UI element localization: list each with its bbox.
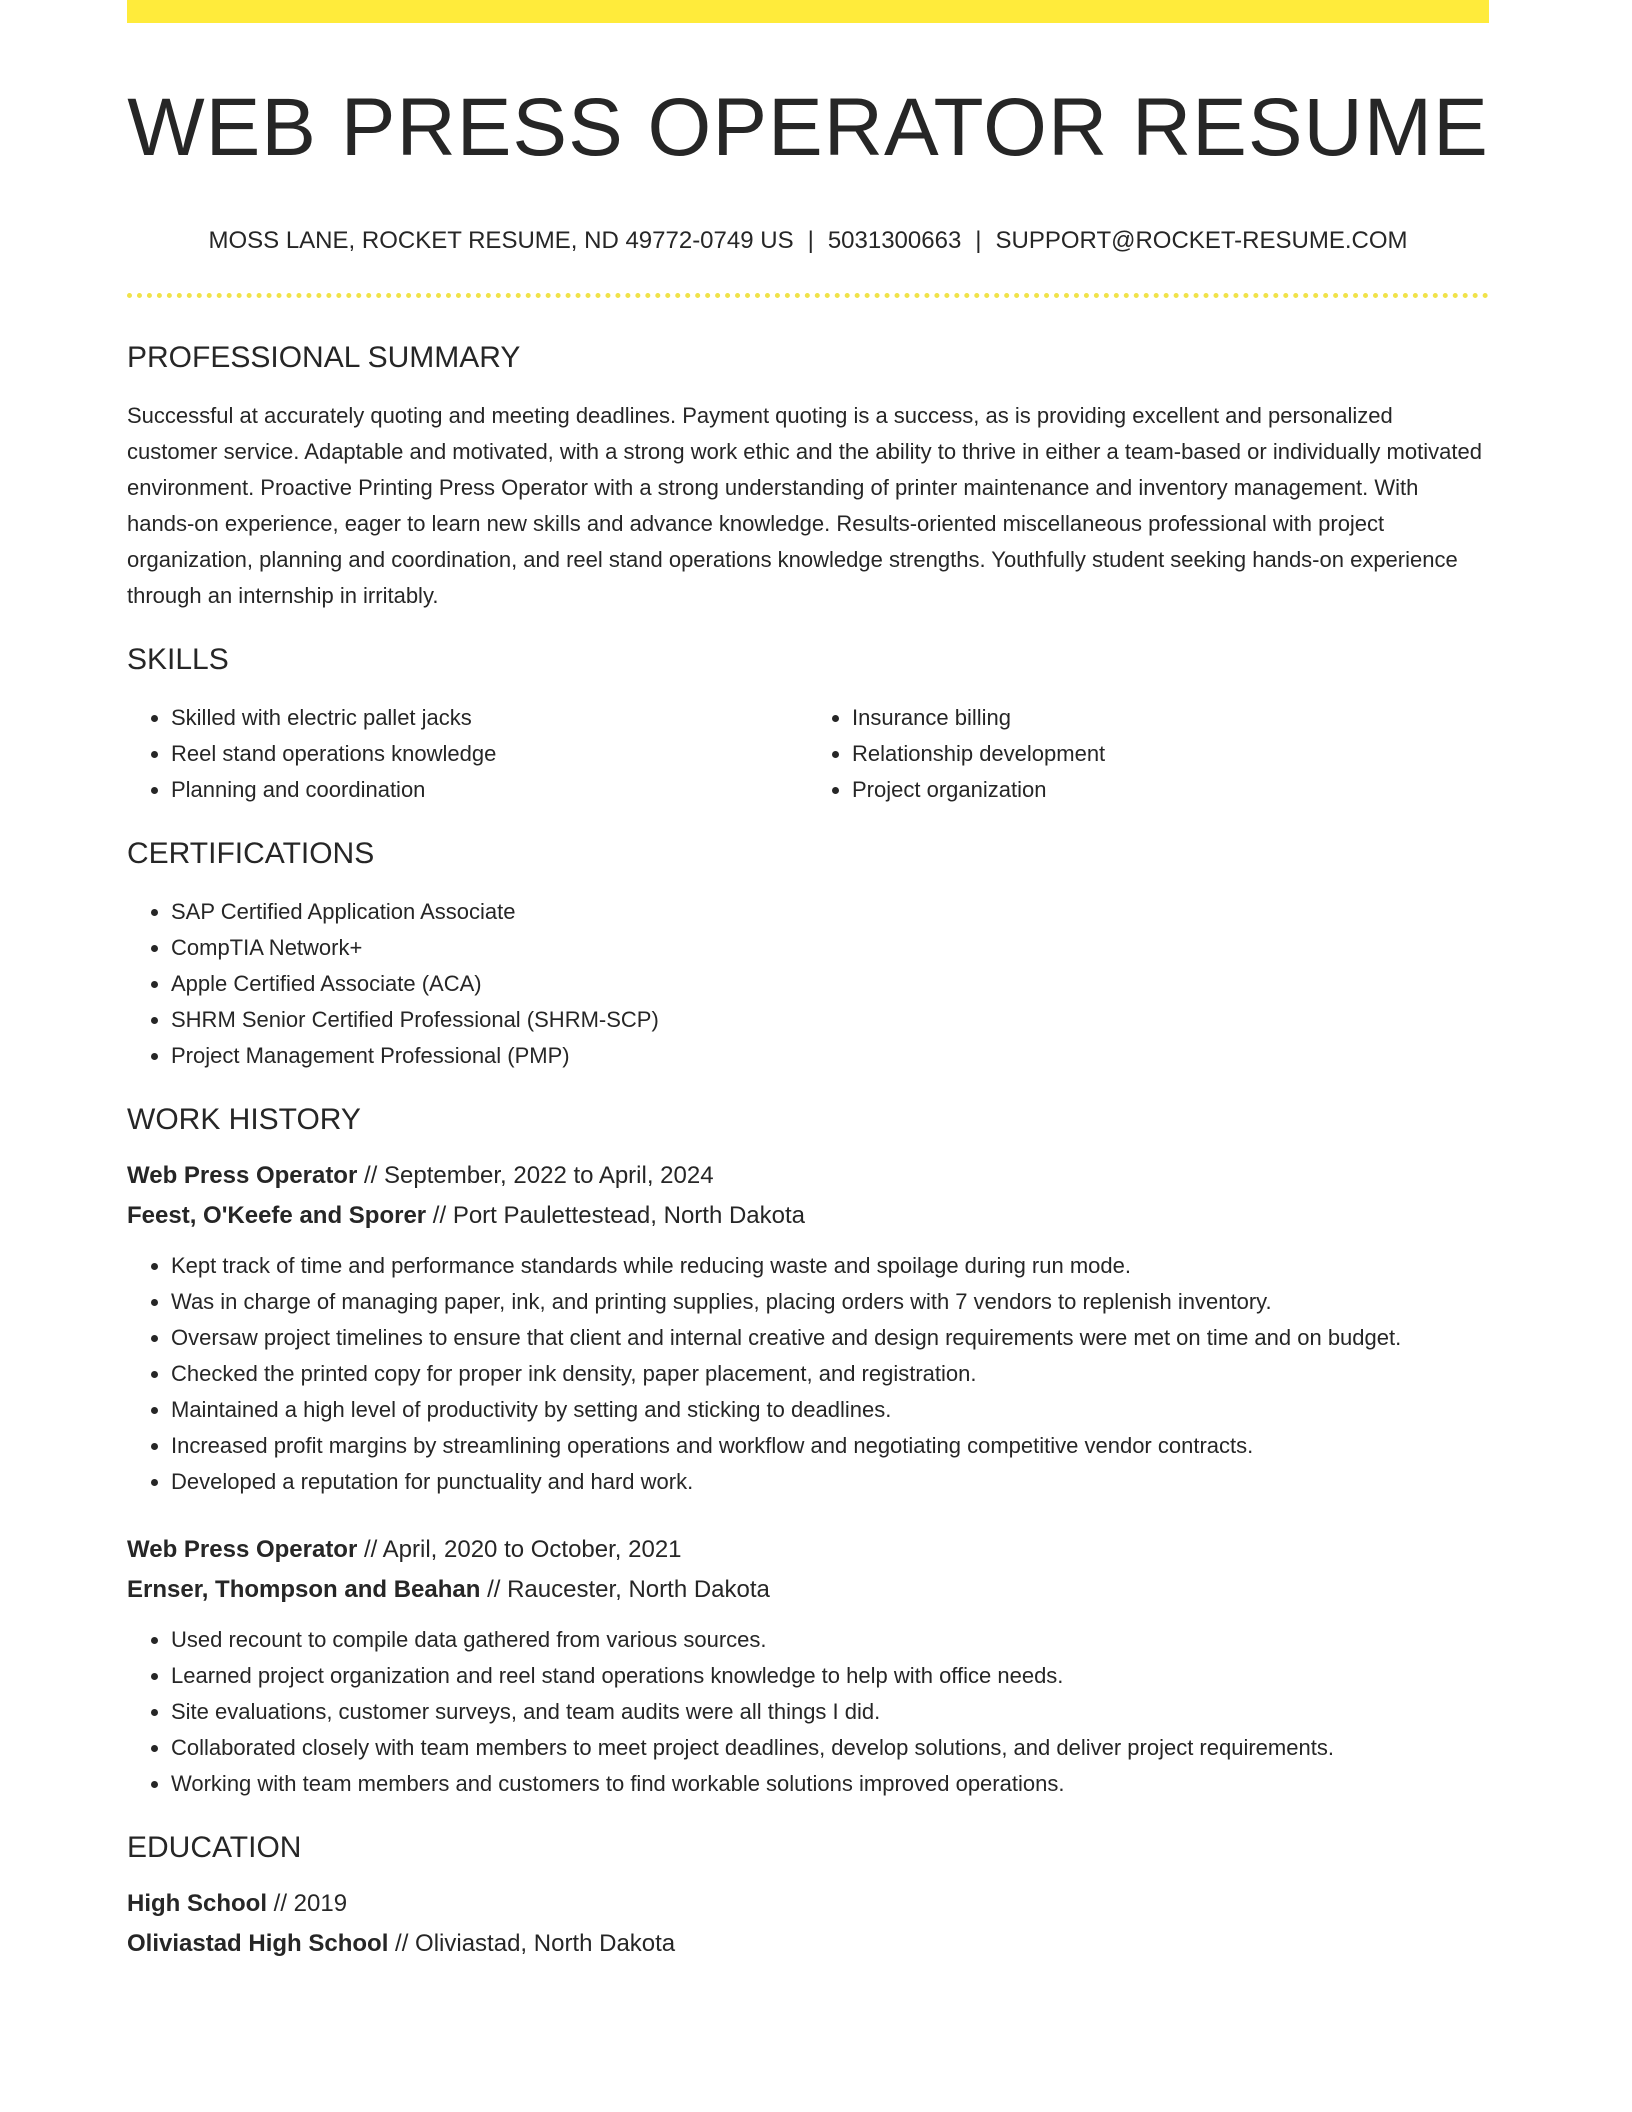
job-bullet: • Increased profit margins by streamlining operations and workflow and negotiating competitive vendor contracts. [171, 1428, 1489, 1464]
education-location: // Oliviastad, North Dakota [388, 1929, 676, 1957]
skill-item: • Relationship development [852, 736, 1489, 772]
job-location: // Raucester, North Dakota [480, 1575, 770, 1603]
job-bullet: • Developed a reputation for punctuality and hard work. [171, 1464, 1489, 1500]
education-degree: High School [127, 1889, 267, 1917]
job-company-line [127, 1570, 1489, 1610]
dotted-divider [127, 293, 1489, 298]
contact-phone: 5031300663 [827, 227, 962, 255]
resume-title: WEB PRESS OPERATOR RESUME [127, 82, 1489, 173]
job-title: Web Press Operator [127, 1161, 358, 1189]
certification-item: • SAP Certified Application Associate [171, 894, 1489, 930]
job-entry [127, 1156, 1489, 1500]
top-accent-bar [127, 0, 1489, 23]
job-bullet: • Site evaluations, customer surveys, and team audits were all things I did. [171, 1694, 1489, 1730]
job-bullet: • Used recount to compile data gathered from various sources. [171, 1622, 1489, 1658]
job-dates: // September, 2022 to April, 2024 [357, 1161, 714, 1189]
contact-line [127, 227, 1489, 256]
contact-address: MOSS LANE, ROCKET RESUME, ND 49772-0749 US [208, 227, 794, 255]
work-history-heading: WORK HISTORY [127, 1102, 361, 1136]
certifications-heading: CERTIFICATIONS [127, 836, 375, 870]
skills-column-left [127, 700, 808, 808]
certification-item: • Apple Certified Associate (ACA) [171, 966, 1489, 1002]
education-school-line [127, 1924, 1489, 1964]
job-title: Web Press Operator [127, 1535, 358, 1563]
skills-list [127, 700, 1489, 808]
job-bullets [127, 1248, 1489, 1500]
job-title-line [127, 1530, 1489, 1570]
skill-item: • Planning and coordination [171, 772, 808, 808]
job-location: // Port Paulettestead, North Dakota [426, 1201, 806, 1229]
job-bullet: • Learned project organization and reel stand operations knowledge to help with office needs. [171, 1658, 1489, 1694]
skills-column-right [808, 700, 1489, 808]
job-dates: // April, 2020 to October, 2021 [357, 1535, 682, 1563]
job-bullets [127, 1622, 1489, 1802]
contact-email: SUPPORT@ROCKET-RESUME.COM [995, 227, 1408, 255]
job-bullet: • Kept track of time and performance standards while reducing waste and spoilage during run mode. [171, 1248, 1489, 1284]
skills-heading: SKILLS [127, 642, 229, 676]
summary-text: Successful at accurately quoting and meeting deadlines. Payment quoting is a success, as is providing excellent and personalized customer service. Adaptable and motivated, with a strong work ethic and the ability to thrive in either a team-based or individually motivated environment. Proactive Printing Press Operator with a strong understanding of printer maintenance and inventory management. With hands-on experience, eager to learn new skills and advance knowledge. Results-oriented miscellaneous professional with project organization, planning and coordination, and reel stand operations knowledge strengths. Youthfully student seeking hands-on experience through an internship in irritably. [127, 402, 1482, 608]
job-bullet: • Collaborated closely with team members to meet project deadlines, develop solutions, and deliver project requirements. [171, 1730, 1489, 1766]
job-company-line [127, 1196, 1489, 1236]
job-bullet: • Maintained a high level of productivity by setting and sticking to deadlines. [171, 1392, 1489, 1428]
job-entry [127, 1530, 1489, 1802]
skill-item: • Project organization [852, 772, 1489, 808]
certification-item: • Project Management Professional (PMP) [171, 1038, 1489, 1074]
skill-item: • Reel stand operations knowledge [171, 736, 808, 772]
job-title-line [127, 1156, 1489, 1196]
education-year: // 2019 [267, 1889, 348, 1917]
resume-page [127, 0, 1489, 1964]
education-heading: EDUCATION [127, 1830, 302, 1864]
job-company: Ernser, Thompson and Beahan [127, 1575, 481, 1603]
certification-item: • SHRM Senior Certified Professional (SHRM-SCP) [171, 1002, 1489, 1038]
job-company: Feest, O'Keefe and Sporer [127, 1201, 427, 1229]
summary-heading: PROFESSIONAL SUMMARY [127, 340, 521, 374]
certification-item: • CompTIA Network+ [171, 930, 1489, 966]
job-bullet: • Oversaw project timelines to ensure that client and internal creative and design requirements were met on time and on budget. [171, 1320, 1489, 1356]
contact-separator: | [807, 227, 814, 255]
education-degree-line [127, 1884, 1489, 1924]
contact-separator: | [975, 227, 982, 255]
job-bullet: • Checked the printed copy for proper ink density, paper placement, and registration. [171, 1356, 1489, 1392]
skill-item: • Insurance billing [852, 700, 1489, 736]
certifications-list [127, 894, 1489, 1074]
job-bullet: • Working with team members and customers to find workable solutions improved operations. [171, 1766, 1489, 1802]
education-school: Oliviastad High School [127, 1929, 389, 1957]
job-bullet: • Was in charge of managing paper, ink, and printing supplies, placing orders with 7 vendors to replenish inventory. [171, 1284, 1489, 1320]
skill-item: • Skilled with electric pallet jacks [171, 700, 808, 736]
